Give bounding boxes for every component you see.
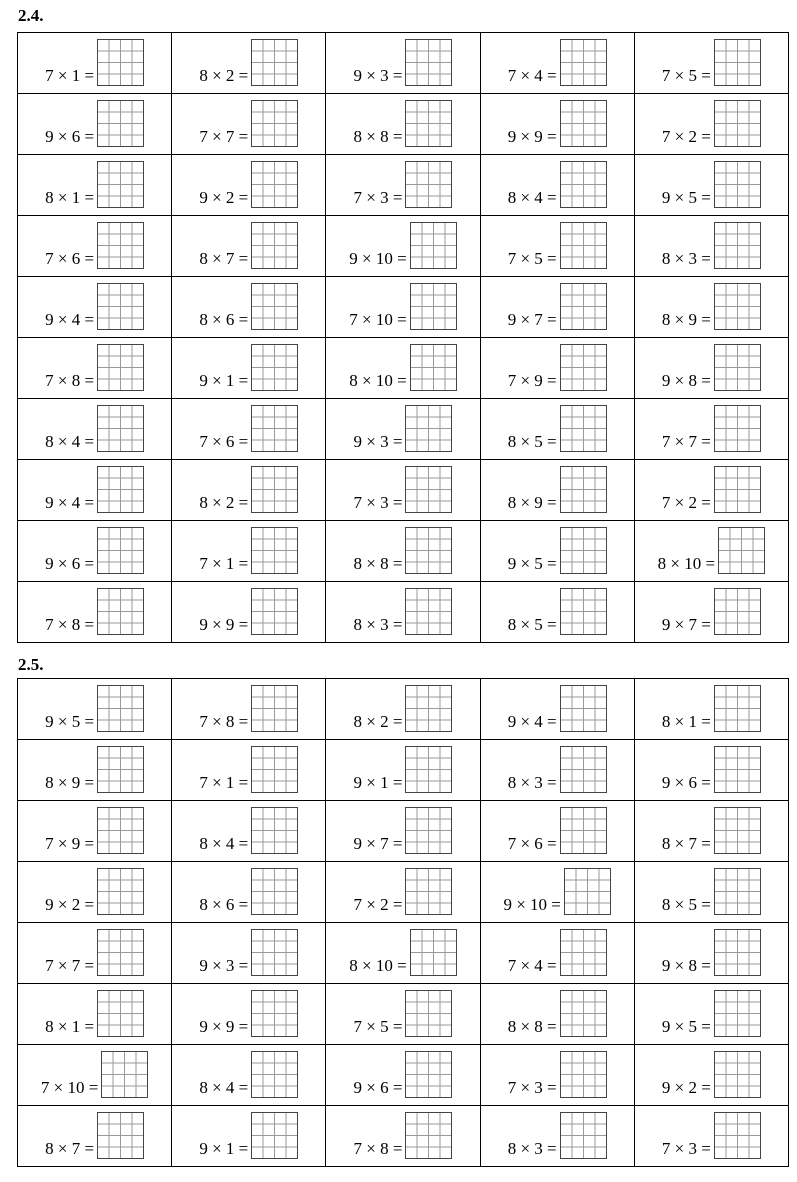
multiplication-expression: 9 × 5 = [507, 554, 557, 573]
answer-box[interactable] [405, 1051, 452, 1098]
exercise-cell [480, 155, 634, 216]
multiplication-expression: 8 × 1 = [45, 1017, 95, 1036]
answer-box[interactable] [560, 746, 607, 793]
answer-box[interactable] [405, 405, 452, 452]
exercise-cell [634, 862, 788, 923]
answer-box[interactable] [251, 1051, 298, 1098]
answer-box[interactable] [97, 466, 144, 513]
answer-box[interactable] [251, 746, 298, 793]
multiplication-expression: 8 × 7 = [199, 249, 249, 268]
table-row [18, 740, 789, 801]
exercise-cell [634, 399, 788, 460]
multiplication-expression: 8 × 4 = [199, 834, 249, 853]
answer-box[interactable] [714, 588, 761, 635]
table-row [18, 94, 789, 155]
multiplication-expression: 8 × 9 = [45, 773, 95, 792]
exercise-cell [18, 399, 172, 460]
answer-box[interactable] [714, 161, 761, 208]
multiplication-expression: 9 × 6 = [661, 773, 711, 792]
exercise-cell [634, 582, 788, 643]
answer-box[interactable] [97, 588, 144, 635]
multiplication-expression: 7 × 9 = [45, 834, 95, 853]
exercise-cell [172, 216, 326, 277]
multiplication-expression: 8 × 1 = [45, 188, 95, 207]
exercise-cell [18, 801, 172, 862]
exercise-cell [480, 1045, 634, 1106]
multiplication-expression: 8 × 1 = [661, 712, 711, 731]
exercise-cell [634, 801, 788, 862]
answer-box[interactable] [560, 685, 607, 732]
answer-box[interactable] [251, 466, 298, 513]
multiplication-expression: 9 × 2 = [199, 188, 249, 207]
exercise-cell [18, 155, 172, 216]
answer-box[interactable] [560, 1051, 607, 1098]
multiplication-expression: 7 × 6 = [45, 249, 95, 268]
answer-box[interactable] [718, 527, 765, 574]
multiplication-expression: 8 × 8 = [353, 127, 403, 146]
answer-box[interactable] [714, 1112, 761, 1159]
exercise-cell [18, 679, 172, 740]
exercise-cell [172, 679, 326, 740]
answer-box[interactable] [410, 929, 457, 976]
exercise-cell [18, 338, 172, 399]
answer-box[interactable] [97, 807, 144, 854]
exercise-cell [326, 277, 480, 338]
answer-box[interactable] [405, 807, 452, 854]
exercise-cell [634, 94, 788, 155]
multiplication-expression: 9 × 5 = [661, 1017, 711, 1036]
exercise-cell [326, 338, 480, 399]
answer-box[interactable] [714, 1051, 761, 1098]
multiplication-expression: 9 × 7 = [507, 310, 557, 329]
answer-box[interactable] [97, 100, 144, 147]
answer-box[interactable] [405, 100, 452, 147]
exercise-cell [634, 155, 788, 216]
multiplication-expression: 9 × 2 = [45, 895, 95, 914]
exercise-cell [326, 1045, 480, 1106]
answer-box[interactable] [405, 39, 452, 86]
answer-box[interactable] [405, 685, 452, 732]
table-row [18, 460, 789, 521]
answer-box[interactable] [714, 466, 761, 513]
answer-box[interactable] [560, 161, 607, 208]
answer-box[interactable] [714, 990, 761, 1037]
answer-box[interactable] [560, 39, 607, 86]
multiplication-expression: 9 × 5 = [661, 188, 711, 207]
multiplication-expression: 9 × 3 = [199, 956, 249, 975]
exercise-cell [480, 33, 634, 94]
multiplication-expression: 8 × 4 = [507, 188, 557, 207]
answer-box[interactable] [251, 405, 298, 452]
exercise-cell [634, 216, 788, 277]
exercise-cell [480, 984, 634, 1045]
multiplication-expression: 7 × 8 = [45, 371, 95, 390]
answer-box[interactable] [560, 100, 607, 147]
exercise-cell [18, 521, 172, 582]
multiplication-expression: 7 × 9 = [507, 371, 557, 390]
exercise-cell [326, 1106, 480, 1167]
multiplication-expression: 9 × 6 = [353, 1078, 403, 1097]
exercise-cell [634, 740, 788, 801]
exercise-cell [480, 1106, 634, 1167]
exercise-cell [18, 277, 172, 338]
multiplication-expression: 7 × 3 = [507, 1078, 557, 1097]
table-row [18, 155, 789, 216]
answer-box[interactable] [560, 929, 607, 976]
exercise-cell [634, 679, 788, 740]
multiplication-expression: 9 × 7 = [661, 615, 711, 634]
answer-box[interactable] [251, 685, 298, 732]
answer-box[interactable] [251, 588, 298, 635]
answer-box[interactable] [714, 39, 761, 86]
multiplication-expression: 7 × 2 = [661, 493, 711, 512]
answer-box[interactable] [97, 283, 144, 330]
answer-box[interactable] [560, 466, 607, 513]
multiplication-expression: 7 × 8 = [45, 615, 95, 634]
exercise-cell [480, 399, 634, 460]
multiplication-expression: 7 × 8 = [353, 1139, 403, 1158]
multiplication-expression: 7 × 5 = [353, 1017, 403, 1036]
exercise-cell [18, 1106, 172, 1167]
answer-box[interactable] [97, 990, 144, 1037]
answer-box[interactable] [560, 344, 607, 391]
exercise-cell [172, 521, 326, 582]
multiplication-expression: 8 × 8 = [353, 554, 403, 573]
answer-box[interactable] [410, 344, 457, 391]
multiplication-expression: 8 × 9 = [661, 310, 711, 329]
exercise-cell [18, 862, 172, 923]
table-row [18, 1045, 789, 1106]
answer-box[interactable] [251, 990, 298, 1037]
multiplication-expression: 7 × 7 = [199, 127, 249, 146]
answer-box[interactable] [405, 990, 452, 1037]
multiplication-expression: 8 × 10 = [349, 371, 407, 390]
exercise-cell [172, 399, 326, 460]
multiplication-expression: 9 × 4 = [45, 310, 95, 329]
exercise-cell [172, 33, 326, 94]
multiplication-expression: 8 × 6 = [199, 310, 249, 329]
multiplication-expression: 9 × 1 = [353, 773, 403, 792]
exercise-cell [480, 679, 634, 740]
multiplication-expression: 8 × 9 = [507, 493, 557, 512]
answer-box[interactable] [405, 746, 452, 793]
answer-box[interactable] [251, 929, 298, 976]
answer-box[interactable] [251, 344, 298, 391]
multiplication-expression: 7 × 5 = [661, 66, 711, 85]
answer-box[interactable] [97, 868, 144, 915]
answer-box[interactable] [714, 283, 761, 330]
multiplication-expression: 8 × 3 = [661, 249, 711, 268]
multiplication-expression: 8 × 5 = [507, 432, 557, 451]
exercise-cell [326, 740, 480, 801]
multiplication-expression: 8 × 3 = [507, 773, 557, 792]
exercise-cell [172, 94, 326, 155]
multiplication-expression: 9 × 4 = [507, 712, 557, 731]
exercise-cell [18, 582, 172, 643]
multiplication-expression: 9 × 2 = [661, 1078, 711, 1097]
multiplication-expression: 7 × 7 = [661, 432, 711, 451]
answer-box[interactable] [97, 222, 144, 269]
multiplication-expression: 8 × 7 = [661, 834, 711, 853]
answer-box[interactable] [560, 807, 607, 854]
table-row [18, 399, 789, 460]
multiplication-expression: 9 × 1 = [199, 371, 249, 390]
multiplication-expression: 8 × 5 = [507, 615, 557, 634]
multiplication-expression: 7 × 4 = [507, 956, 557, 975]
section-title-2-4: 2.4. [18, 6, 44, 25]
answer-box[interactable] [714, 868, 761, 915]
exercise-cell [480, 923, 634, 984]
table-row [18, 216, 789, 277]
exercise-cell [634, 984, 788, 1045]
multiplication-expression: 7 × 1 = [199, 554, 249, 573]
exercise-cell [480, 277, 634, 338]
multiplication-expression: 7 × 10 = [40, 1078, 99, 1097]
answer-box[interactable] [560, 405, 607, 452]
answer-box[interactable] [405, 527, 452, 574]
exercise-cell [18, 923, 172, 984]
exercise-cell [480, 801, 634, 862]
answer-box[interactable] [97, 685, 144, 732]
multiplication-expression: 9 × 4 = [45, 493, 95, 512]
table-row [18, 984, 789, 1045]
answer-box[interactable] [251, 283, 298, 330]
answer-box[interactable] [251, 807, 298, 854]
multiplication-expression: 7 × 2 = [353, 895, 403, 914]
multiplication-expression: 8 × 2 = [199, 66, 249, 85]
exercise-cell [634, 521, 788, 582]
table-row [18, 33, 789, 94]
exercise-cell [326, 33, 480, 94]
multiplication-expression: 8 × 10 = [349, 956, 407, 975]
multiplication-expression: 9 × 7 = [353, 834, 403, 853]
exercise-cell [480, 338, 634, 399]
exercise-cell [172, 862, 326, 923]
multiplication-expression: 9 × 9 = [507, 127, 557, 146]
answer-box[interactable] [251, 1112, 298, 1159]
answer-box[interactable] [410, 222, 457, 269]
exercise-cell [172, 155, 326, 216]
table-row [18, 801, 789, 862]
table-row [18, 1106, 789, 1167]
answer-box[interactable] [251, 868, 298, 915]
answer-box[interactable] [714, 344, 761, 391]
exercise-cell [172, 277, 326, 338]
answer-box[interactable] [560, 588, 607, 635]
exercise-cell [326, 155, 480, 216]
multiplication-expression: 7 × 6 = [507, 834, 557, 853]
multiplication-expression: 9 × 10 = [349, 249, 407, 268]
answer-box[interactable] [714, 746, 761, 793]
multiplication-expression: 9 × 5 = [45, 712, 95, 731]
multiplication-expression: 8 × 5 = [661, 895, 711, 914]
exercise-cell [326, 460, 480, 521]
multiplication-expression: 8 × 4 = [45, 432, 95, 451]
answer-box[interactable] [560, 222, 607, 269]
answer-box[interactable] [560, 283, 607, 330]
multiplication-expression: 9 × 9 = [199, 615, 249, 634]
multiplication-expression: 9 × 3 = [353, 432, 403, 451]
exercise-cell [634, 460, 788, 521]
answer-box[interactable] [714, 807, 761, 854]
multiplication-expression: 9 × 8 = [661, 956, 711, 975]
answer-box[interactable] [405, 466, 452, 513]
multiplication-expression: 7 × 7 = [45, 956, 95, 975]
multiplication-expression: 9 × 9 = [199, 1017, 249, 1036]
multiplication-expression: 9 × 6 = [45, 127, 95, 146]
exercise-cell [326, 521, 480, 582]
answer-box[interactable] [405, 1112, 452, 1159]
table-row [18, 521, 789, 582]
answer-box[interactable] [97, 39, 144, 86]
exercise-cell [18, 33, 172, 94]
exercise-cell [326, 984, 480, 1045]
answer-box[interactable] [251, 222, 298, 269]
answer-box[interactable] [714, 929, 761, 976]
exercise-cell [634, 33, 788, 94]
answer-box[interactable] [97, 527, 144, 574]
multiplication-expression: 8 × 10 = [657, 554, 716, 573]
answer-box[interactable] [97, 1112, 144, 1159]
answer-box[interactable] [405, 161, 452, 208]
answer-box[interactable] [410, 283, 457, 330]
answer-box[interactable] [97, 929, 144, 976]
exercise-table-2-4 [17, 32, 789, 643]
multiplication-expression: 8 × 4 = [199, 1078, 249, 1097]
answer-box[interactable] [714, 100, 761, 147]
multiplication-expression: 7 × 1 = [45, 66, 95, 85]
answer-box[interactable] [560, 527, 607, 574]
answer-box[interactable] [560, 1112, 607, 1159]
answer-box[interactable] [97, 344, 144, 391]
table-row [18, 277, 789, 338]
exercise-cell [172, 923, 326, 984]
answer-box[interactable] [251, 161, 298, 208]
exercise-cell [18, 1045, 172, 1106]
multiplication-expression: 8 × 3 = [507, 1139, 557, 1158]
answer-box[interactable] [564, 868, 611, 915]
table-row [18, 338, 789, 399]
multiplication-expression: 8 × 2 = [199, 493, 249, 512]
exercise-cell [480, 94, 634, 155]
multiplication-expression: 7 × 8 = [199, 712, 249, 731]
exercise-cell [634, 338, 788, 399]
exercise-cell [634, 277, 788, 338]
table-row [18, 582, 789, 643]
answer-box[interactable] [97, 746, 144, 793]
multiplication-expression: 7 × 10 = [349, 310, 407, 329]
exercise-cell [172, 984, 326, 1045]
exercise-cell [634, 1106, 788, 1167]
multiplication-expression: 7 × 2 = [661, 127, 711, 146]
multiplication-expression: 8 × 2 = [353, 712, 403, 731]
answer-box[interactable] [714, 405, 761, 452]
answer-box[interactable] [714, 685, 761, 732]
multiplication-expression: 8 × 6 = [199, 895, 249, 914]
multiplication-expression: 9 × 6 = [45, 554, 95, 573]
exercise-cell [480, 862, 634, 923]
exercise-cell [480, 216, 634, 277]
exercise-cell [18, 94, 172, 155]
multiplication-expression: 7 × 3 = [353, 188, 403, 207]
multiplication-expression: 7 × 6 = [199, 432, 249, 451]
exercise-cell [480, 582, 634, 643]
exercise-cell [172, 801, 326, 862]
multiplication-expression: 7 × 3 = [353, 493, 403, 512]
exercise-cell [172, 338, 326, 399]
exercise-cell [326, 679, 480, 740]
answer-box[interactable] [405, 868, 452, 915]
exercise-cell [326, 399, 480, 460]
exercise-cell [18, 216, 172, 277]
answer-box[interactable] [97, 161, 144, 208]
table-row [18, 862, 789, 923]
exercise-cell [18, 984, 172, 1045]
exercise-cell [326, 801, 480, 862]
answer-box[interactable] [251, 100, 298, 147]
exercise-cell [326, 582, 480, 643]
answer-box[interactable] [560, 990, 607, 1037]
exercise-cell [634, 923, 788, 984]
multiplication-expression: 8 × 7 = [45, 1139, 95, 1158]
exercise-cell [172, 1045, 326, 1106]
answer-box[interactable] [97, 405, 144, 452]
exercise-cell [172, 582, 326, 643]
multiplication-expression: 9 × 1 = [199, 1139, 249, 1158]
answer-box[interactable] [251, 39, 298, 86]
multiplication-expression: 8 × 8 = [507, 1017, 557, 1036]
answer-box[interactable] [405, 588, 452, 635]
exercise-cell [18, 460, 172, 521]
exercise-cell [326, 216, 480, 277]
multiplication-expression: 9 × 8 = [661, 371, 711, 390]
exercise-cell [172, 1106, 326, 1167]
exercise-cell [326, 862, 480, 923]
exercise-cell [326, 923, 480, 984]
multiplication-expression: 7 × 4 = [507, 66, 557, 85]
multiplication-expression: 8 × 3 = [353, 615, 403, 634]
multiplication-expression: 7 × 5 = [507, 249, 557, 268]
exercise-cell [326, 94, 480, 155]
exercise-cell [634, 1045, 788, 1106]
multiplication-expression: 9 × 3 = [353, 66, 403, 85]
multiplication-expression: 9 × 10 = [503, 895, 561, 914]
table-row [18, 923, 789, 984]
exercise-cell [480, 521, 634, 582]
table-row [18, 679, 789, 740]
answer-box[interactable] [251, 527, 298, 574]
exercise-cell [18, 740, 172, 801]
exercise-table-2-5 [17, 678, 789, 1167]
answer-box[interactable] [101, 1051, 148, 1098]
answer-box[interactable] [714, 222, 761, 269]
exercise-cell [480, 460, 634, 521]
exercise-cell [480, 740, 634, 801]
multiplication-expression: 7 × 1 = [199, 773, 249, 792]
multiplication-expression: 7 × 3 = [661, 1139, 711, 1158]
section-title-2-5: 2.5. [18, 655, 44, 674]
exercise-cell [172, 740, 326, 801]
exercise-cell [172, 460, 326, 521]
